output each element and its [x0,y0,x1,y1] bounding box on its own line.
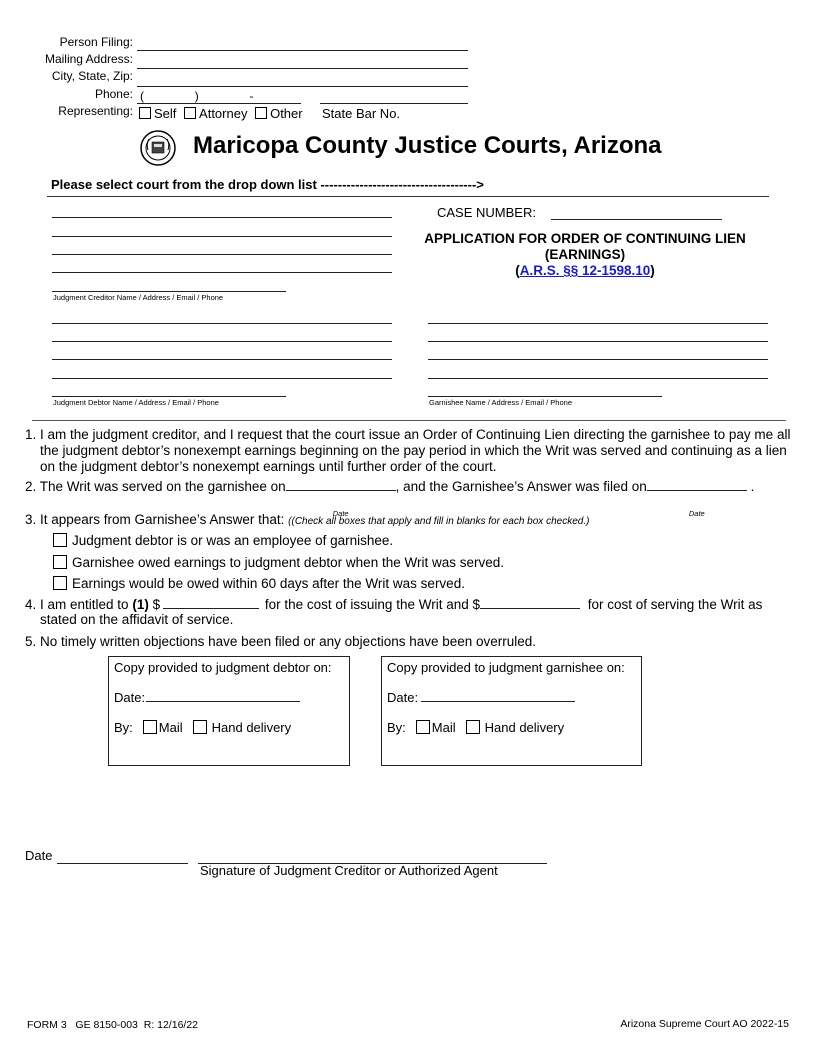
garnishee-line-3[interactable] [428,359,768,360]
garnishee-caption: Garnishee Name / Address / Email / Phone [429,398,572,407]
state-bar-field[interactable] [320,103,468,104]
copy-debtor-method [114,720,291,735]
self-option[interactable] [139,106,176,121]
court-title: Maricopa County Justice Courts, Arizona [193,132,662,159]
copy-garnishee-date [387,690,575,705]
copy-debtor-date-field[interactable] [146,701,300,702]
other-checkbox[interactable] [255,107,267,119]
item-3-note: ((Check all boxes that apply and fill in blanks for each box checked.) [288,516,590,527]
item-3 [25,512,589,530]
self-checkbox[interactable] [139,107,151,119]
debtor-line-3[interactable] [52,359,392,360]
section-divider [32,420,786,421]
mailing-address-field[interactable] [137,68,468,69]
answer-date-caption: Date [688,509,705,518]
debtor-caption: Judgment Debtor Name / Address / Email / Phone [53,398,219,407]
served-date-field[interactable] [286,490,396,518]
item-2-text-c: . [750,479,755,494]
form-title [400,231,770,279]
representing-options [139,106,303,121]
state-bar-label: State Bar No. [322,106,401,121]
item-3-option-2-label: Garnishee owed earnings to judgment debtor when the Writ was served. [72,555,504,570]
item-4-dollar: $ [152,597,161,612]
owed-earnings-checkbox[interactable] [53,555,67,569]
attorney-checkbox[interactable] [184,107,196,119]
statute-open: ( [515,263,520,278]
signature-date-field[interactable] [57,863,188,864]
item-5: 5. No timely written objections have been filed or any objections have been overruled. [25,634,537,649]
copy-garnishee-by-label: By: [387,720,406,735]
debtor-caption-line [52,396,286,397]
divider [47,196,769,197]
signature-caption: Signature of Judgment Creditor or Authorized Agent [200,863,498,878]
copy-debtor-mail-checkbox[interactable] [143,720,157,734]
copy-debtor-date-label: Date: [114,690,146,705]
statute-link[interactable]: A.R.S. §§ 12-1598.10 [519,263,651,278]
court-select-dropdown[interactable]: Please select court from the drop down list ------------------------------------> [51,177,484,192]
copy-garnishee-date-label: Date: [387,690,419,705]
item-1 [25,427,805,475]
statute-close: ) [650,263,655,278]
administrative-order: Arizona Supreme Court AO 2022-15 [620,1018,789,1030]
case-number-field[interactable] [551,219,722,220]
copy-debtor-hand-checkbox[interactable] [193,720,207,734]
item-2-text-b: , and the Garnishee’s Answer was filed on [395,479,647,494]
garnishee-caption-line [428,396,662,397]
phone-field[interactable] [140,89,253,103]
copy-garnishee-hand-label: Hand delivery [484,720,565,735]
other-label: Other [270,106,303,121]
item-4-text-b: for the cost of issuing the Writ and $ [264,597,480,612]
item-4-text-a: 4. I am entitled to [25,597,129,612]
garnishee-line-1[interactable] [428,323,768,324]
form-id: FORM 3 GE 8150-003 R: 12/16/22 [27,1019,199,1031]
item-3-option-1[interactable] [53,533,393,549]
other-option[interactable] [255,106,303,121]
form-title-line2: (EARNINGS) [544,247,626,262]
item-3-option-3[interactable] [53,576,465,592]
creditor-line-1[interactable] [52,217,392,218]
phone-underline [137,103,301,104]
phone-label: Phone: [94,87,133,101]
phone-dash: - [249,89,254,103]
signature-date-label: Date [25,848,53,863]
copy-debtor-mail-label: Mail [158,720,183,735]
copy-debtor-title: Copy provided to judgment debtor on: [114,660,332,675]
creditor-caption: Judgment Creditor Name / Address / Email / Phone [53,293,224,302]
debtor-line-1[interactable] [52,323,392,324]
debtor-line-2[interactable] [52,341,392,342]
form-title-line1: APPLICATION FOR ORDER OF CONTINUING LIEN [424,231,746,246]
item-3-option-1-label: Judgment debtor is or was an employee of garnishee. [72,533,394,548]
copy-garnishee-mail-label: Mail [431,720,456,735]
item-2-text-a: 2. The Writ was served on the garnishee on [25,479,286,494]
statute-reference [400,263,770,279]
copy-garnishee-method [387,720,564,735]
writ-serving-cost-field[interactable] [480,608,580,609]
item-4-text-c: for cost of serving the Writ as [587,597,763,612]
city-state-zip-field[interactable] [137,86,468,87]
item-3-option-3-label: Earnings would be owed within 60 days after the Writ was served. [72,576,465,591]
item-3-text: 3. It appears from Garnishee’s Answer that: [25,512,285,527]
attorney-label: Attorney [199,106,248,121]
creditor-caption-line [52,291,286,292]
copy-debtor-box [108,656,350,766]
served-date-caption: Date [332,509,349,518]
item-1-line2: the judgment debtor’s nonexempt earnings beginning on the pay period in which the Writ was served and continuing as a lien [40,443,787,458]
attorney-option[interactable] [184,106,247,121]
county-seal-icon [140,130,176,166]
employee-checkbox[interactable] [53,533,67,547]
self-label: Self [154,106,177,121]
mailing-address-label: Mailing Address: [44,52,133,66]
phone-close-paren: ) [194,89,199,103]
creditor-line-3[interactable] [52,254,392,255]
person-filing-field[interactable] [137,50,468,51]
copy-garnishee-box [381,656,642,766]
case-number-label: CASE NUMBER: [437,205,536,220]
copy-debtor-hand-label: Hand delivery [211,720,292,735]
person-filing-label: Person Filing: [59,35,133,49]
debtor-line-4[interactable] [52,378,392,379]
copy-garnishee-title: Copy provided to judgment garnishee on: [387,660,625,675]
writ-issuing-cost-field[interactable] [163,608,259,609]
future-earnings-checkbox[interactable] [53,576,67,590]
item-1-line1: 1. I am the judgment creditor, and I request that the court issue an Order of Continuing Lien directing the garnishee to pay me all [25,427,791,442]
copy-garnishee-hand-checkbox[interactable] [466,720,480,734]
city-state-zip-label: City, State, Zip: [51,69,133,83]
item-2 [25,479,755,518]
copy-debtor-by-label: By: [114,720,133,735]
creditor-line-2[interactable] [52,236,392,237]
representing-label: Representing: [58,104,133,118]
garnishee-line-2[interactable] [428,341,768,342]
answer-filed-date-field[interactable] [647,490,747,518]
phone-open-paren: ( [140,89,144,103]
item-4-bold: (1) [132,597,149,612]
item-1-line3: on the judgment debtor’s nonexempt earnings until further order of the court. [40,459,497,474]
copy-garnishee-mail-checkbox[interactable] [416,720,430,734]
item-4-line2: stated on the affidavit of service. [40,612,234,627]
copy-garnishee-date-field[interactable] [421,701,575,702]
creditor-line-4[interactable] [52,272,392,273]
item-4 [25,597,762,613]
garnishee-line-4[interactable] [428,378,768,379]
item-3-option-2[interactable] [53,555,504,571]
copy-debtor-date [114,690,300,705]
